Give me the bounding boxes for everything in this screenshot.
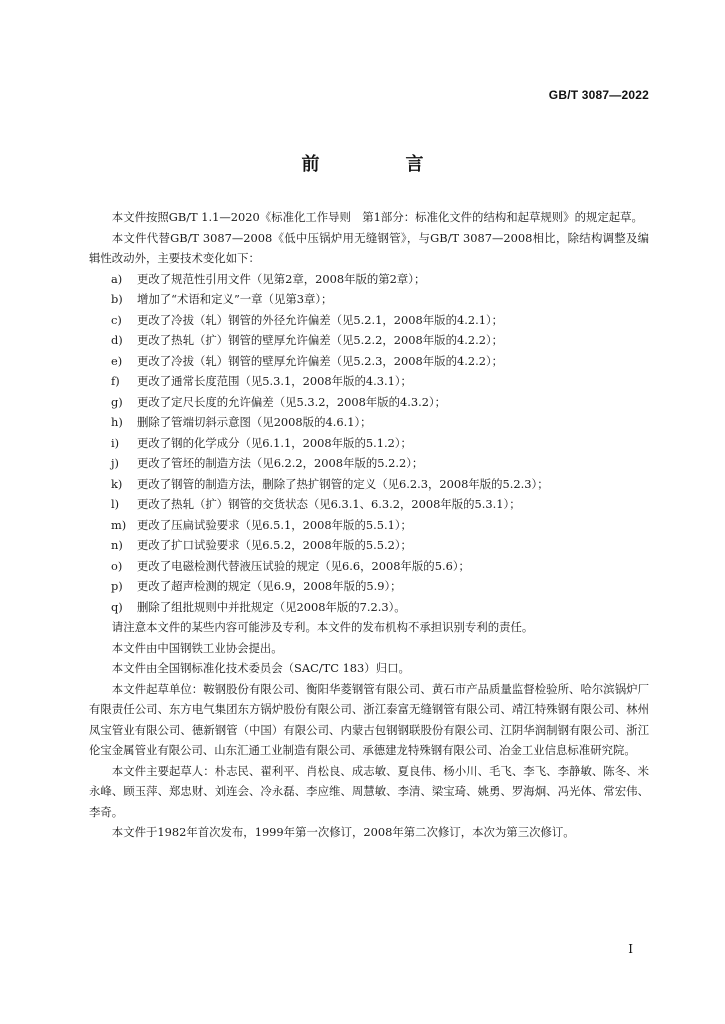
- list-item: [89, 597, 649, 618]
- proposer-paragraph: 本文件由中国钢铁工业协会提出。: [111, 640, 283, 655]
- list-item: [89, 310, 649, 331]
- list-marker: p): [111, 579, 123, 593]
- standard-number-header: GB/T 3087—2022: [548, 88, 649, 102]
- list-item-text: 更改了管坯的制造方法（见6.2.2，2008年版的5.2.2）；: [137, 456, 424, 470]
- list-item: [89, 515, 649, 536]
- drafting-units-paragraph: 本文件起草单位：鞍钢股份有限公司、衡阳华菱钢管有限公司、黄石市产品质量监督检验所、哈尔滨锅炉厂有限责任公司、东方电气集团东方锅炉股份有限公司、浙江泰富无缝钢管有限公司、靖江特殊钢有限公司、林州凤宝管业有限公司、德新钢管（中国）有限公司、内蒙古包钢钢联股份有限公司、江阴华润制钢有限公司、浙江伦宝金属管业有限公司、山东汇通工业制造有限公司、承德建龙特殊钢有限公司、冶金工业信息标准研究院。: [89, 681, 649, 757]
- list-marker: d): [111, 333, 123, 347]
- list-item-text: 更改了钢管的制造方法，删除了热扩钢管的定义（见6.2.3，2008年版的5.2.3）；: [137, 476, 549, 491]
- list-item: [89, 330, 649, 351]
- changes-list: [89, 269, 649, 618]
- list-item-text: 更改了冷拔（轧）钢管的壁厚允许偏差（见5.2.3，2008年版的4.2.2）；: [137, 353, 504, 368]
- list-item-text: 更改了超声检测的规定（见6.9，2008年版的5.9）；: [137, 579, 402, 593]
- list-item-text: 更改了压扁试验要求（见6.5.1，2008年版的5.5.1）；: [137, 517, 412, 532]
- list-marker: b): [111, 292, 123, 306]
- list-marker: c): [111, 312, 122, 327]
- list-item-text: 更改了冷拔（轧）钢管的外径允许偏差（见5.2.1，2008年版的4.2.1）；: [137, 312, 504, 327]
- drafters-paragraph: 本文件主要起草人：朴志民、翟利平、肖松良、成志敏、夏良伟、杨小川、毛飞、李飞、李静敏、陈冬、米永峰、顾玉萍、郑忠财、刘连会、冷永磊、李应维、周慧敏、李清、梁宝琦、姚勇、罗海炯、冯光体、常宏伟、李奇。: [89, 763, 649, 819]
- list-item: [89, 494, 649, 515]
- list-marker: h): [111, 415, 123, 429]
- list-marker: a): [111, 271, 123, 286]
- list-item: [89, 453, 649, 474]
- list-item: [89, 269, 649, 290]
- list-marker: k): [111, 476, 123, 491]
- list-marker: m): [111, 517, 127, 532]
- list-item-text: 更改了热轧（扩）钢管的交货状态（见6.3.1、6.3.2，2008年版的5.3.1）；: [137, 497, 521, 511]
- list-item: [89, 556, 649, 577]
- list-item-text: 删除了管端切斜示意图（见2008版的4.6.1）；: [137, 415, 372, 429]
- list-item: [89, 371, 649, 392]
- list-marker: i): [111, 435, 120, 450]
- list-item-text: 删除了组批规则中并批规定（见2008年版的7.2.3）。: [137, 599, 406, 614]
- list-item-text: 更改了钢的化学成分（见6.1.1，2008年版的5.1.2）；: [137, 435, 412, 450]
- list-item: [89, 392, 649, 413]
- page-number: I: [628, 942, 633, 956]
- list-item: [89, 351, 649, 372]
- list-item: [89, 433, 649, 454]
- list-item-text: 更改了规范性引用文件（见第2章，2008年版的第2章）；: [137, 271, 426, 286]
- list-marker: e): [111, 353, 123, 368]
- list-item-text: 更改了电磁检测代替液压试验的规定（见6.6，2008年版的5.6）；: [137, 558, 470, 573]
- list-item: [89, 289, 649, 310]
- list-marker: n): [111, 538, 123, 552]
- list-item-text: 更改了热轧（扩）钢管的壁厚允许偏差（见5.2.2，2008年版的4.2.2）；: [137, 333, 504, 347]
- intro-paragraph: 本文件代替GB/T 3087—2008《低中压锅炉用无缝钢管》，与GB/T 3087—2008相比，除结构调整及编辑性改动外，主要技术变化如下：: [89, 230, 649, 265]
- list-item-text: 更改了扩口试验要求（见6.5.2，2008年版的5.5.2）；: [137, 538, 412, 552]
- list-item-text: 更改了定尺长度的允许偏差（见5.3.2，2008年版的4.3.2）；: [137, 394, 447, 409]
- list-item: [89, 474, 649, 495]
- patent-notice-paragraph: 请注意本文件的某些内容可能涉及专利。本文件的发布机构不承担识别专利的责任。: [111, 620, 534, 634]
- history-paragraph: 本文件于1982年首次发布，1999年第一次修订，2008年第二次修订，本次为第三次修订。: [111, 825, 575, 839]
- list-marker: g): [111, 394, 123, 409]
- list-marker: j): [111, 456, 119, 470]
- list-item: [89, 535, 649, 556]
- page-title: 前 言: [301, 154, 458, 175]
- list-item: [89, 576, 649, 597]
- intro-paragraph: 本文件按照GB/T 1.1—2020《标准化工作导则 第1部分：标准化文件的结构和起草规则》的规定起草。: [111, 210, 643, 224]
- list-item: [89, 412, 649, 433]
- list-marker: f): [111, 374, 120, 388]
- list-marker: l): [111, 497, 120, 511]
- list-item-text: 增加了“术语和定义”一章（见第3章）；: [137, 292, 333, 306]
- list-marker: q): [111, 599, 123, 614]
- committee-paragraph: 本文件由全国钢标准化技术委员会（SAC/TC 183）归口。: [111, 661, 410, 675]
- list-marker: o): [111, 558, 123, 573]
- document-body: [89, 207, 649, 843]
- list-item-text: 更改了通常长度范围（见5.3.1，2008年版的4.3.1）；: [137, 374, 412, 388]
